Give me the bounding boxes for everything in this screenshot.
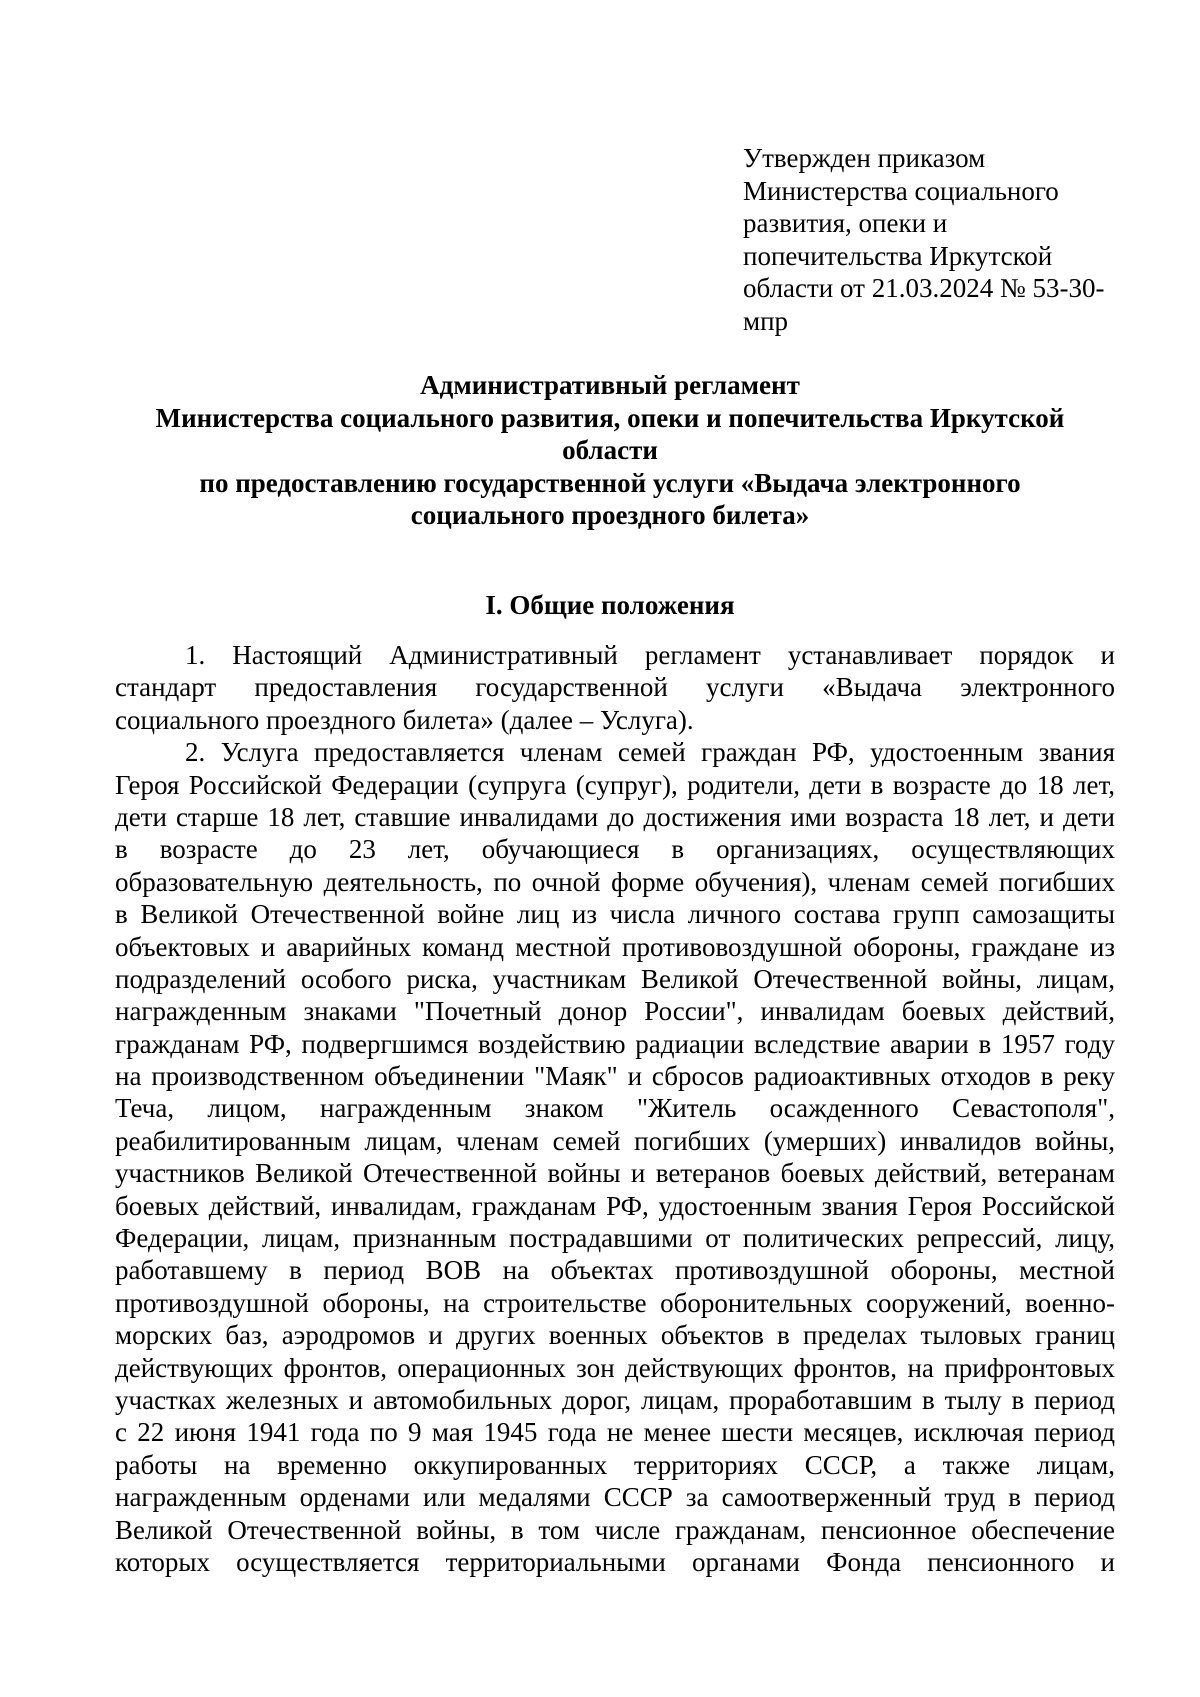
paragraph-2 [115, 736, 1115, 1578]
text-line: подразделений особого риска, участникам Великой Отечественной войны, лицам, [115, 963, 1115, 994]
text-line: в Великой Отечественной войне лиц из числа личного состава групп самозащиты [115, 899, 1115, 930]
approval-line: мпр [743, 305, 789, 336]
text-line: Теча, лицом, награжденным знаком "Житель осажденного Севастополя", [115, 1093, 1115, 1124]
text-line: социального проездного билета» (далее – Услуга). [115, 704, 694, 735]
text-line: 1. Настоящий Административный регламент устанавливает порядок и [185, 640, 1115, 670]
text-line: реабилитированным лицам, членам семей погибших (умерших) инвалидов войны, [115, 1125, 1115, 1156]
text-line: которых осуществляется территориальными органами Фонда пенсионного и [115, 1546, 1115, 1577]
text-line: образовательную деятельность, по очной форме обучения), членам семей погибших [115, 866, 1115, 897]
text-line: 2. Услуга предоставляется членам семей граждан РФ, удостоенным звания [185, 737, 1115, 768]
document-title [110, 369, 1110, 532]
text-line: в возрасте до 23 лет, обучающиеся в организациях, осуществляющих [115, 834, 1115, 865]
title-line: Административный регламент [420, 370, 800, 400]
text-line: Федерации, лицам, признанным пострадавшими от политических репрессий, лицу, [115, 1223, 1115, 1254]
text-line: противоздушной обороны, на строительстве оборонительных сооружений, военно- [115, 1287, 1115, 1318]
text-line: награжденным знаками "Почетный донор России", инвалидам боевых действий, [115, 996, 1115, 1027]
approval-line: развития, опеки и [743, 208, 948, 238]
text-line: участках железных и автомобильных дорог, лицам, проработавшим в тылу в период [115, 1384, 1115, 1415]
document-body [115, 639, 1115, 1578]
approval-stamp [743, 142, 1143, 337]
text-line: работавшему в период ВОВ на объектах противоздушной обороны, местной [115, 1255, 1115, 1286]
text-line: действующих фронтов, операционных зон действующих фронтов, на прифронтовых [115, 1352, 1115, 1383]
text-line: дети старше 18 лет, ставшие инвалидами до достижения ими возраста 18 лет, и дети [115, 801, 1115, 832]
approval-line: Утвержден приказом [743, 143, 986, 173]
text-line: работы на временно оккупированных территориях СССР, а также лицам, [115, 1449, 1115, 1480]
text-line: Великой Отечественной войны, в том числе гражданам, пенсионное обеспечение [115, 1514, 1115, 1545]
text-line: гражданам РФ, подвергшимся воздействию радиации вследствие аварии в 1957 году [115, 1028, 1115, 1059]
title-line: области [562, 435, 658, 465]
text-line: боевых действий, инвалидам, гражданам РФ, удостоенным звания Героя Российской [115, 1190, 1115, 1221]
title-line: Министерства социального развития, опеки и попечительства Иркутской [155, 402, 1065, 433]
text-line: на производственном объединении "Маяк" и сбросов радиоактивных отходов в реку [115, 1061, 1115, 1092]
text-line: награжденным орденами или медалями СССР за самоотверженный труд в период [115, 1482, 1115, 1513]
text-line: морских баз, аэродромов и других военных объектов в пределах тыловых границ [115, 1320, 1115, 1351]
paragraph-1 [115, 639, 1115, 736]
title-line: по предоставлению государственной услуги «Выдача электронного [199, 467, 1021, 498]
section-heading: I. Общие положения [485, 590, 735, 620]
approval-line: Министерства социального [743, 175, 1059, 206]
text-line: стандарт предоставления государственной услуги «Выдача электронного [115, 672, 1115, 703]
title-line: социального проездного билета» [410, 500, 810, 530]
approval-line: попечительства Иркутской [743, 240, 1053, 271]
approval-line: области от 21.03.2024 № 53-30- [743, 273, 1105, 303]
text-line: объектовых и аварийных команд местной противовоздушной обороны, граждане из [115, 931, 1115, 962]
text-line: участников Великой Отечественной войны и ветеранов боевых действий, ветеранам [115, 1158, 1115, 1189]
text-line: с 22 июня 1941 года по 9 мая 1945 года не менее шести месяцев, исключая период [115, 1417, 1115, 1448]
text-line: Героя Российской Федерации (супруга (супруг), родители, дети в возрасте до 18 лет, [115, 769, 1115, 800]
